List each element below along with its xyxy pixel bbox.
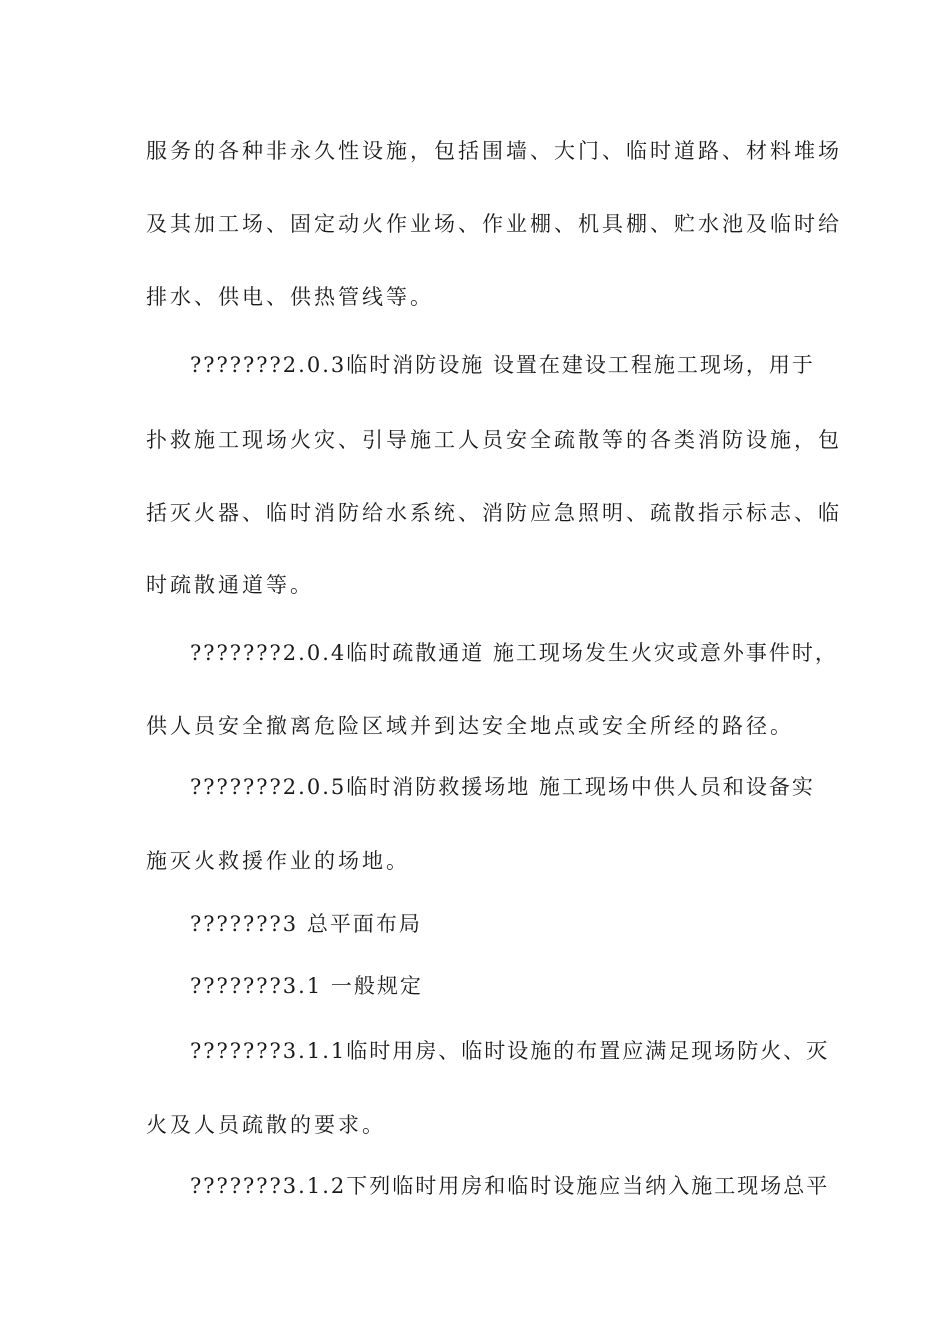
text-line: 服务的各种非永久性设施，包括围墙、大门、临时道路、材料堆场	[146, 139, 842, 163]
text-line: 火及人员疏散的要求。	[146, 1113, 386, 1137]
section-2-0-3-line: ???????2.0.3临时消防设施 设置在建设工程施工现场，用于	[190, 353, 815, 377]
text-line: 及其加工场、固定动火作业场、作业棚、机具棚、贮水池及临时给	[146, 212, 842, 236]
section-3-1-2-line: ???????3.1.2下列临时用房和临时设施应当纳入施工现场总平	[190, 1174, 830, 1198]
section-3-1-heading: ???????3.1 一般规定	[190, 974, 423, 998]
section-2-0-5-line: ???????2.0.5临时消防救援场地 施工现场中供人员和设备实	[190, 775, 815, 799]
section-2-0-4-line: ???????2.0.4临时疏散通道 施工现场发生火灾或意外事件时，	[190, 641, 838, 665]
text-line: 排水、供电、供热管线等。	[146, 285, 434, 309]
text-line: 施灭火救援作业的场地。	[146, 849, 410, 873]
text-line: 括灭火器、临时消防给水系统、消防应急照明、疏散指示标志、临	[146, 501, 842, 525]
chapter-3-heading: ???????3 总平面布局	[190, 912, 422, 936]
section-3-1-1-line: ???????3.1.1临时用房、临时设施的布置应满足现场防火、灭	[190, 1039, 830, 1063]
text-line: 扑救施工现场火灾、引导施工人员安全疏散等的各类消防设施，包	[146, 428, 842, 452]
text-line: 供人员安全撤离危险区域并到达安全地点或安全所经的路径。	[146, 714, 794, 738]
text-line: 时疏散通道等。	[146, 573, 314, 597]
